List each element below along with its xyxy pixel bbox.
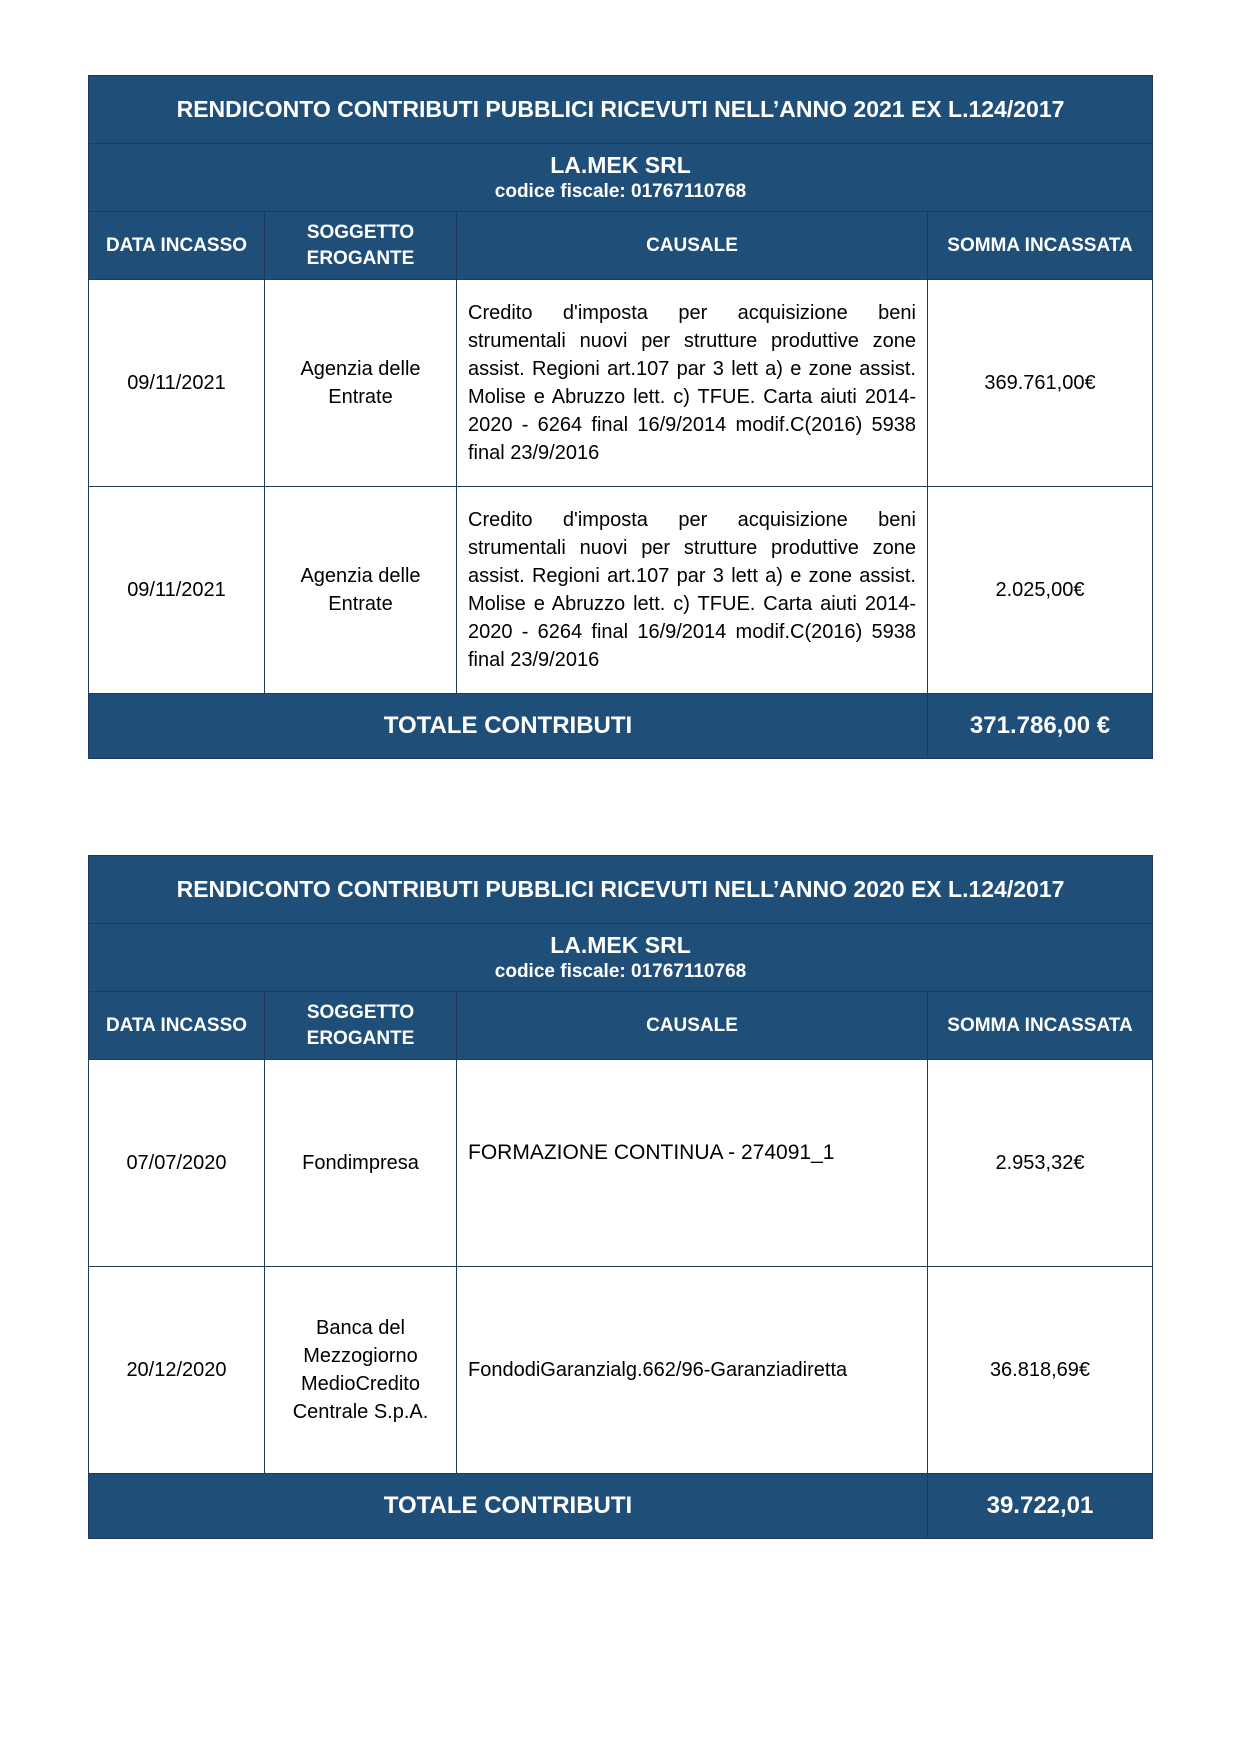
- company-header: [89, 924, 1153, 992]
- cell-date: 20/12/2020: [89, 1267, 265, 1474]
- cell-amount: 2.953,32€: [928, 1060, 1153, 1267]
- report-table-2020: [88, 855, 1153, 1539]
- cell-entity: Banca del Mezzogiorno MedioCredito Centrale S.p.A.: [265, 1267, 457, 1474]
- total-label: TOTALE CONTRIBUTI: [89, 694, 928, 759]
- header-amount: SOMMA INCASSATA: [928, 212, 1153, 280]
- cell-date: 09/11/2021: [89, 487, 265, 694]
- header-amount: SOMMA INCASSATA: [928, 992, 1153, 1060]
- header-entity: SOGGETTO EROGANTE: [265, 992, 457, 1060]
- cell-amount: 2.025,00€: [928, 487, 1153, 694]
- cell-entity: Agenzia delle Entrate: [265, 280, 457, 487]
- fiscal-code: codice fiscale: 01767110768: [494, 960, 747, 982]
- table-row: [89, 280, 1153, 487]
- fiscal-code: codice fiscale: 01767110768: [494, 180, 747, 202]
- reason-text: Credito d'imposta per acquisizione beni strumentali nuovi per strutture produttive zone assist. Regioni art.107 par 3 lett a) e zone assist. Molise e Abruzzo lett. c) TFUE. Carta aiuti 2014-2020 - 6264 final 16/9/2014 modif.C(2016) 5938 final 23/9/2016: [468, 302, 916, 464]
- cell-date: 07/07/2020: [89, 1060, 265, 1267]
- total-value: 39.722,01: [928, 1474, 1153, 1539]
- table-row: [89, 1267, 1153, 1474]
- header-reason: CAUSALE: [457, 992, 928, 1060]
- header-date: DATA INCASSO: [89, 992, 265, 1060]
- cell-amount: 36.818,69€: [928, 1267, 1153, 1474]
- cell-entity: Fondimpresa: [265, 1060, 457, 1267]
- company-name: LA.MEK SRL: [550, 931, 691, 958]
- header-entity: SOGGETTO EROGANTE: [265, 212, 457, 280]
- reason-text: FORMAZIONE CONTINUA - 274091_1: [468, 1141, 835, 1164]
- total-label: TOTALE CONTRIBUTI: [89, 1474, 928, 1539]
- company-header: [89, 144, 1153, 212]
- report-table-2021: [88, 75, 1153, 759]
- company-name: LA.MEK SRL: [550, 151, 691, 178]
- report-title: RENDICONTO CONTRIBUTI PUBBLICI RICEVUTI NELL’ANNO 2020 EX L.124/2017: [89, 856, 1153, 924]
- cell-reason: [457, 1267, 928, 1474]
- cell-date: 09/11/2021: [89, 280, 265, 487]
- table-row: [89, 487, 1153, 694]
- report-title: RENDICONTO CONTRIBUTI PUBBLICI RICEVUTI NELL’ANNO 2021 EX L.124/2017: [89, 76, 1153, 144]
- table-row: [89, 1060, 1153, 1267]
- cell-reason: [457, 280, 928, 487]
- cell-reason: [457, 487, 928, 694]
- cell-reason: [457, 1060, 928, 1267]
- header-date: DATA INCASSO: [89, 212, 265, 280]
- cell-amount: 369.761,00€: [928, 280, 1153, 487]
- total-value: 371.786,00 €: [928, 694, 1153, 759]
- reason-text: FondodiGaranzialg.662/96-Garanziadiretta: [468, 1359, 848, 1381]
- cell-entity: Agenzia delle Entrate: [265, 487, 457, 694]
- header-reason: CAUSALE: [457, 212, 928, 280]
- reason-text: Credito d'imposta per acquisizione beni strumentali nuovi per strutture produttive zone assist. Regioni art.107 par 3 lett a) e zone assist. Molise e Abruzzo lett. c) TFUE. Carta aiuti 2014-2020 - 6264 final 16/9/2014 modif.C(2016) 5938 final 23/9/2016: [468, 509, 916, 671]
